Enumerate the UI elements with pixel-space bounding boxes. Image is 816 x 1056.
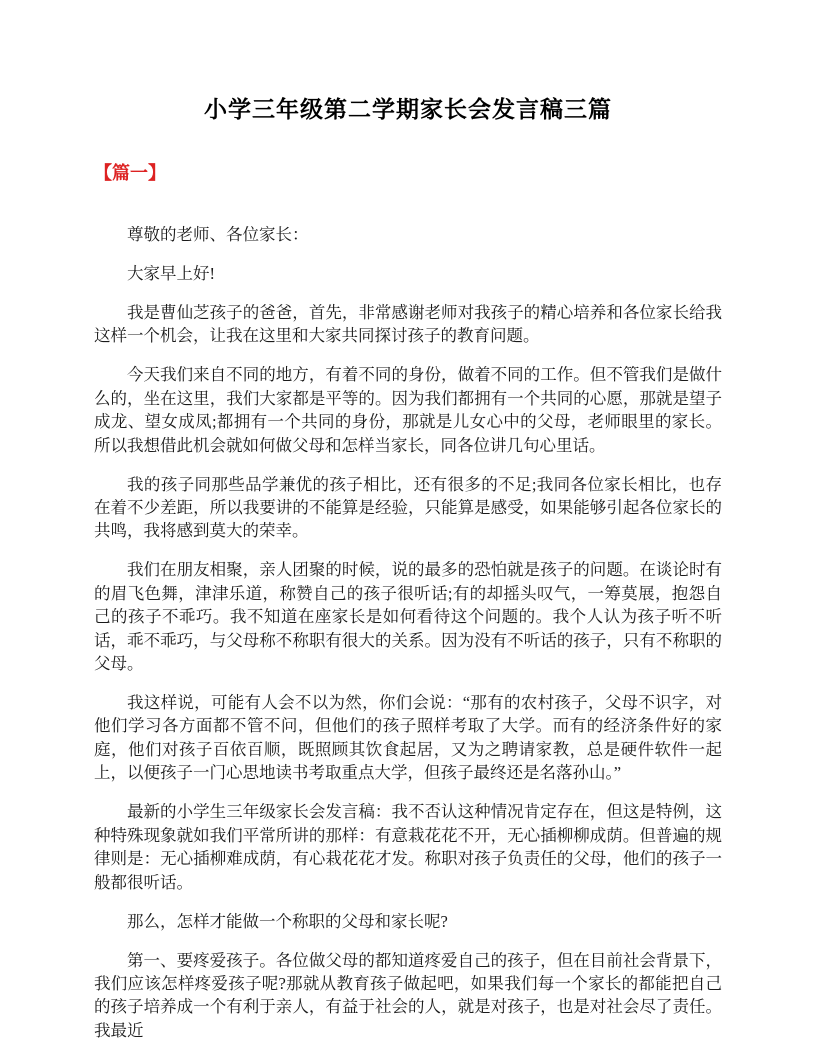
paragraph: 我的孩子同那些品学兼优的孩子相比，还有很多的不足;我同各位家长相比，也存在着不少差距，所以我要讲的不能算是经验，只能算是感受，如果能够引起各位家长的共鸣，我将感到莫大的荣幸。: [94, 474, 722, 541]
paragraph-list: [94, 223, 722, 1042]
paragraph: 那么，怎样才能做一个称职的父母和家长呢?: [127, 911, 448, 931]
paragraph: 我这样说，可能有人会不以为然，你们会说：“那有的农村孩子，父母不识字，对他们学习各方面都不管不问，但他们的孩子照样考取了大学。而有的经济条件好的家庭，他们对孩子百依百顺，既照顾其饮食起居，又为之聘请家教，总是硬件软件一起上，以便孩子一门心思地读书考取重点大学，但孩子最终还是名落孙山。”: [94, 693, 722, 783]
section-label: 【篇一】: [94, 163, 166, 183]
paragraph: 第一、要疼爱孩子。各位做父母的都知道疼爱自己的孩子，但在目前社会背景下，我们应该怎样疼爱孩子呢?那就从教育孩子做起吧，如果我们每一个家长的都能把自己的孩子培养成一个有利于亲人，有益于社会的人，就是对孩子，也是对社会尽了责任。我最近: [94, 950, 722, 1040]
paragraph: 最新的小学生三年级家长会发言稿：我不否认这种情况肯定存在，但这是特例，这种特殊现象就如我们平常所讲的那样：有意栽花花不开，无心插柳柳成荫。但普遍的规律则是：无心插柳难成荫，有心栽花花才发。称职对孩子负责任的父母，他们的孩子一般都很听话。: [94, 802, 722, 892]
paragraph: 我们在朋友相聚，亲人团聚的时候，说的最多的恐怕就是孩子的问题。在谈论时有的眉飞色舞，津津乐道，称赞自己的孩子很听话;有的却摇头叹气，一筹莫展，抱怨自己的孩子不乖巧。我不知道在座家长是如何看待这个问题的。我个人认为孩子听不听话，乖不乖巧，与父母称不称职有很大的关系。因为没有不听话的孩子，只有不称职的父母。: [94, 560, 722, 674]
paragraph: 尊敬的老师、各位家长：: [127, 225, 309, 244]
paragraph: 我是曹仙芝孩子的爸爸，首先，非常感谢老师对我孩子的精心培养和各位家长给我这样一个机会，让我在这里和大家共同探讨孩子的教育问题。: [94, 303, 722, 346]
page-title: 小学三年级第二学期家长会发言稿三篇: [204, 97, 612, 122]
paragraph: 大家早上好!: [127, 264, 215, 283]
paragraph: 今天我们来自不同的地方，有着不同的身份，做着不同的工作。但不管我们是做什么的，坐在这里，我们大家都是平等的。因为我们都拥有一个共同的心愿，那就是望子成龙、望女成凤;都拥有一个共同的身份，那就是儿女心中的父母，老师眼里的家长。所以我想借此机会就如何做父母和怎样当家长，同各位讲几句心里话。: [94, 365, 722, 455]
